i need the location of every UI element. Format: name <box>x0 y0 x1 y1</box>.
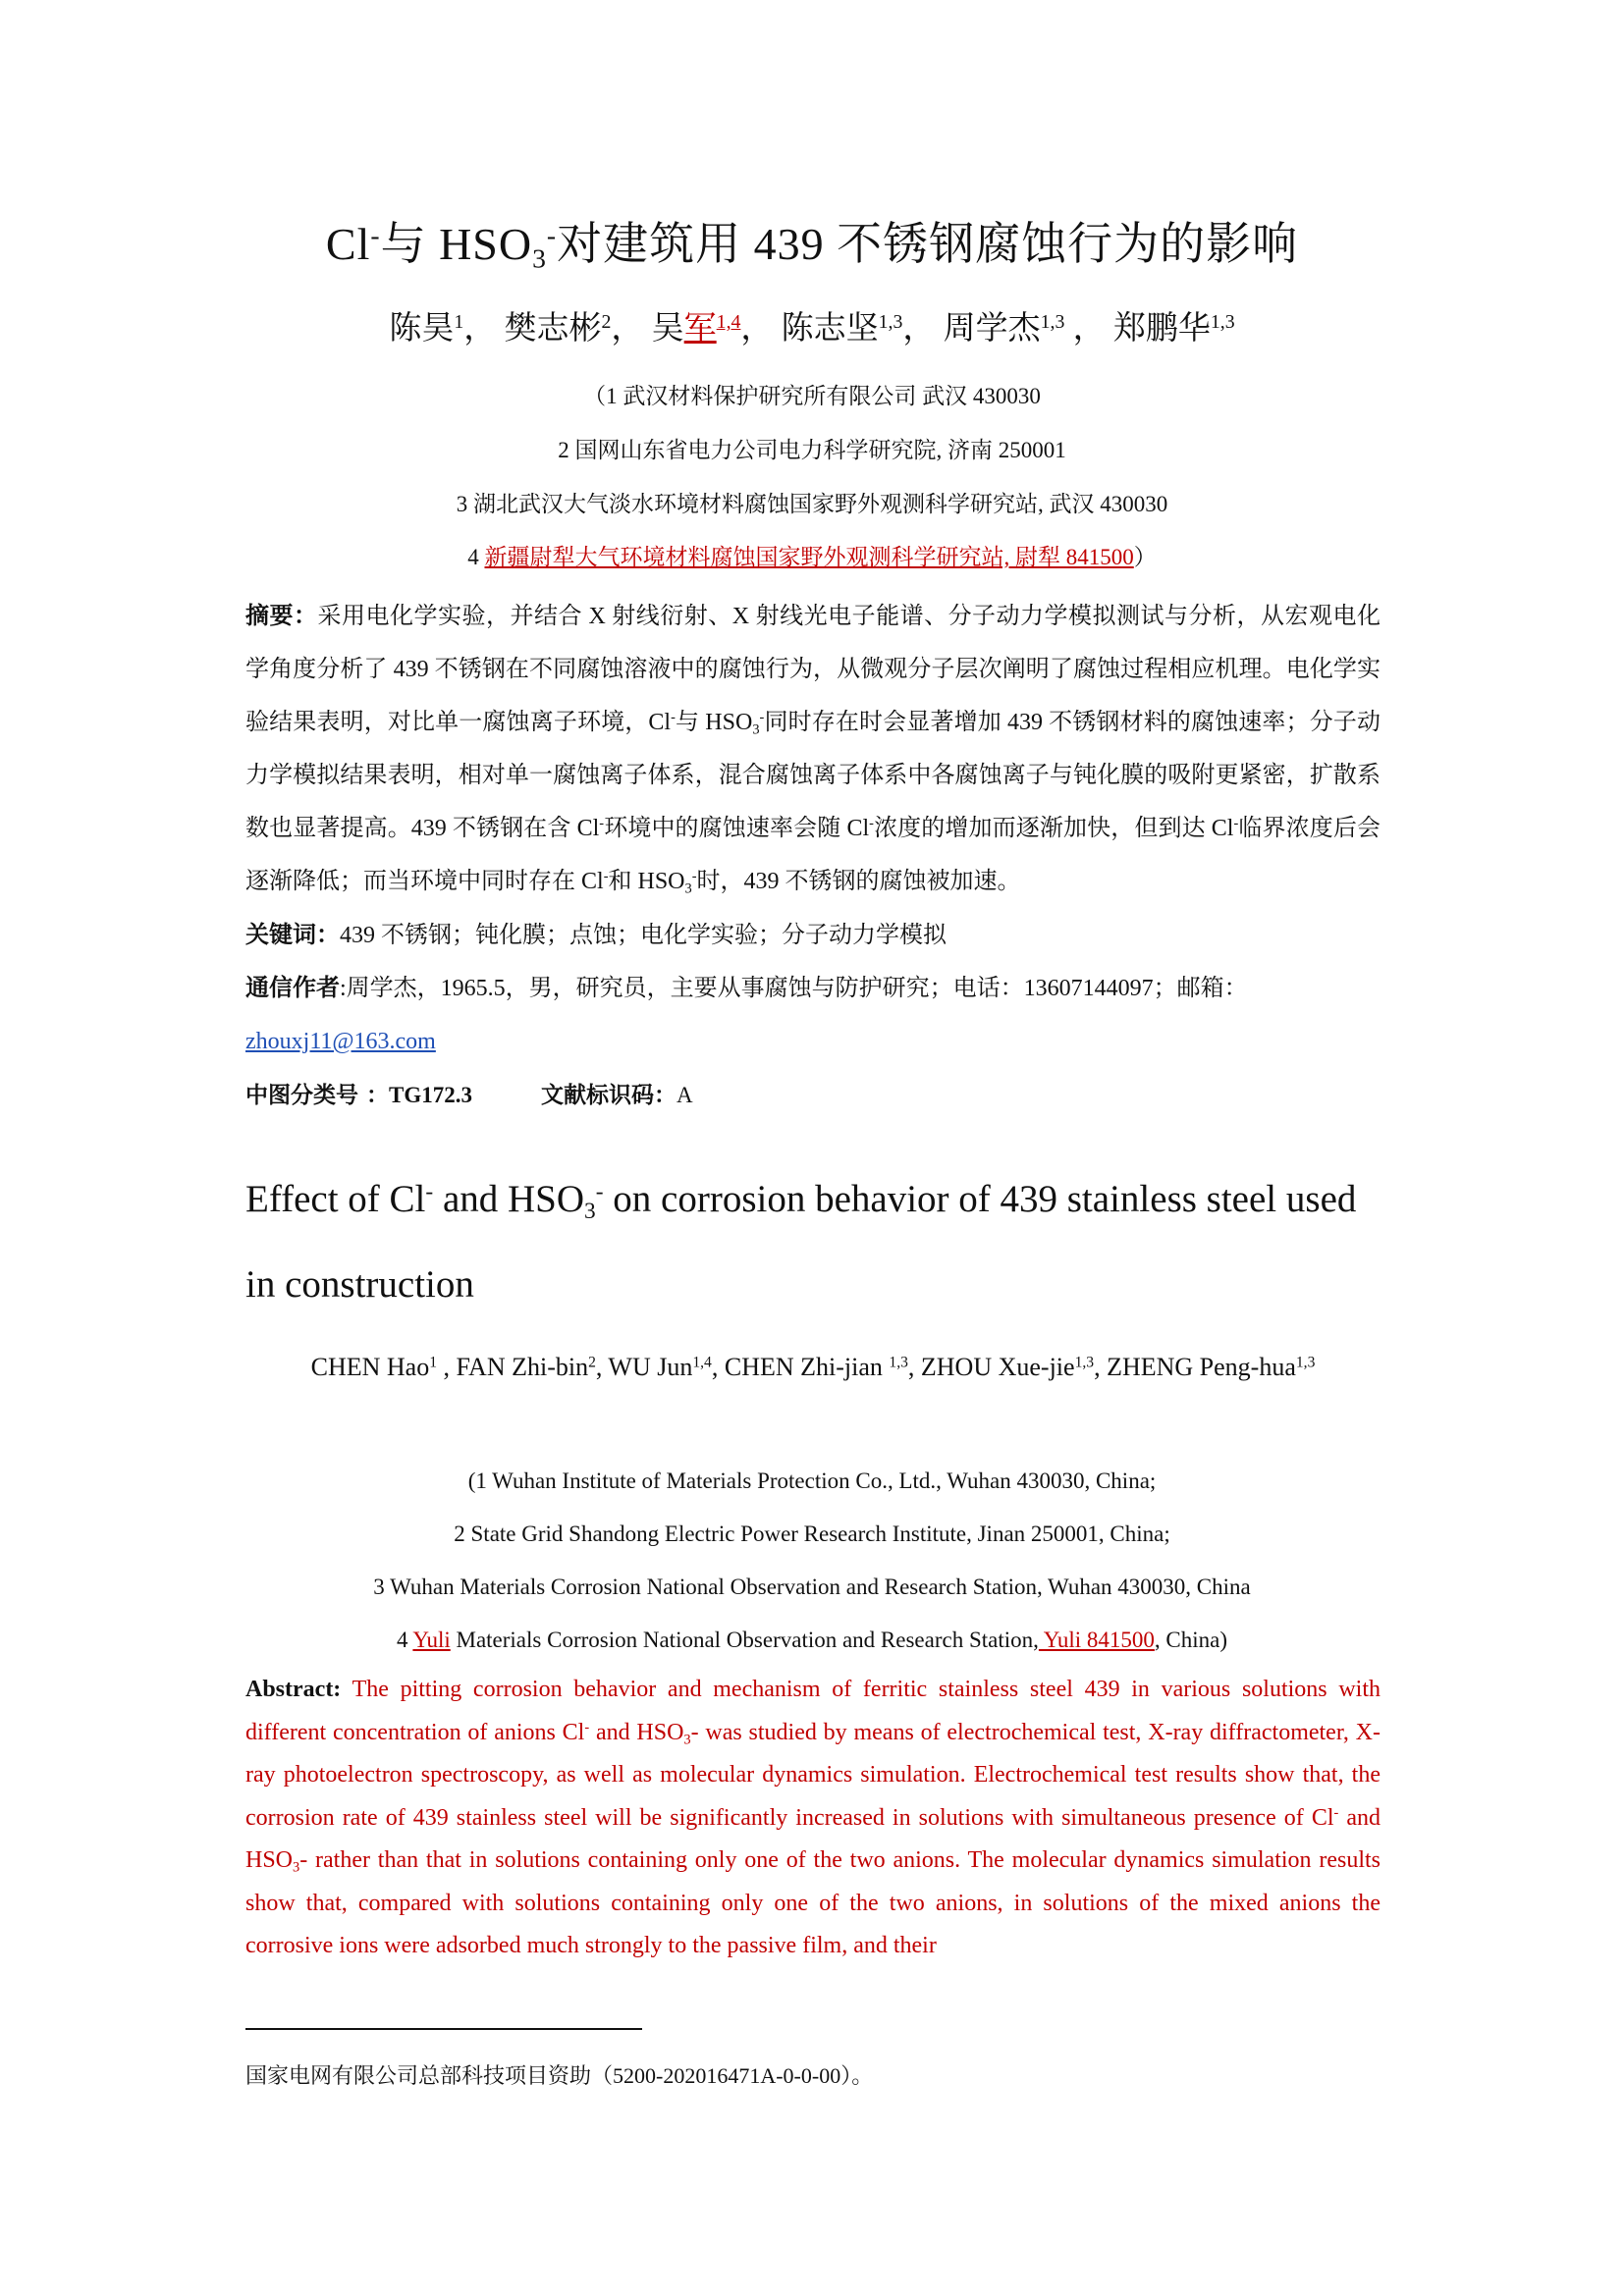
cn-title-sup2: - <box>546 219 558 250</box>
en-abstract: Abstract: The pitting corrosion behavior and mechanism of ferritic stainless steel 439 in various solutions with different concentration of anions Cl- and $HSO_3-$ was studied by means of electrochemical test, X-ray diffractometer, X-ray photoelectron spectroscopy, as well as molecular dynamics simulation. Electrochemical test results show that, the corrosion rate of 439 stainless steel will be significantly increased in solutions with simultaneous presence of Cl- and $HSO_3-$ rather than that in solutions containing only one of the two anions. The molecular dynamics simulation results show that, compared with solutions containing only one of the two anions, in solutions of the mixed anions the corrosive ions were adsorbed much strongly to the passive film, and their <box>245 1677 1380 1958</box>
en-abstract-label: Abstract: <box>245 1677 342 1702</box>
cn-classification <box>245 1077 1380 1109</box>
cn-corr-text: :周学杰，1965.5，男，研究员，主要从事腐蚀与防护研究；电话：13607144097；邮箱： <box>340 976 1248 1001</box>
en-affiliation-1: (1 Wuhan Institute of Materials Protection Co., Ltd., Wuhan 430030, China; <box>467 1468 1157 1493</box>
class-label: 中图分类号 ： <box>245 1083 390 1108</box>
class-value: TG172.3 <box>389 1083 472 1107</box>
cn-title-cl: Cl <box>325 219 371 269</box>
cn-affiliation-2: 2 国网山东省电力公司电力科学研究院, 济南 250001 <box>558 438 1066 462</box>
cn-corresponding-author <box>245 961 1380 1068</box>
cn-title-with: 与 HSO <box>380 219 533 269</box>
footnote-funding: 国家电网有限公司总部科技项目资助（5200-202016471A-0-0-00）。 <box>245 2063 874 2088</box>
cn-author: 陈志坚$^{1,3}$ <box>781 311 903 347</box>
cn-title <box>0 208 1624 273</box>
cn-author: 樊志彬$^2$ <box>504 311 612 347</box>
cn-authors: 陈昊$^1$， 樊志彬$^2$， 吴军$^{1,4}$， 陈志坚$^{1,3}$， 周学杰$^{1,3}$ ， 郑鹏华$^{1,3}$ <box>389 311 1235 347</box>
cn-title-sub: 3 <box>532 242 547 274</box>
en-affiliation-2: 2 State Grid Shandong Electric Power Research Institute, Jinan 250001, China; <box>454 1522 1170 1546</box>
cn-affiliation-3: 3 湖北武汉大气淡水环境材料腐蚀国家野外观测科学研究站, 武汉 430030 <box>456 492 1168 516</box>
doc-value: A <box>677 1083 693 1107</box>
cn-title-sup: - <box>370 219 381 250</box>
en-authors: CHEN Hao$^1$ , FAN Zhi-bin$^2$, WU Jun$^{1,4}$, CHEN Zhi-jian $^{1,3}$, ZHOU Xue-jie$^{1,3}$, ZHENG Peng-hua$^{1,3}$ <box>310 1353 1316 1381</box>
cn-affiliation-4: 4 新疆尉犁大气环境材料腐蚀国家野外观测科学研究站, 尉犁 841500） <box>467 545 1157 569</box>
en-title: Effect of Cl- and $HSO_3^-$ on corrosion behavior of 439 stainless steel used in construction <box>245 1178 1357 1306</box>
footnote-divider <box>245 2028 642 2030</box>
cn-author: 郑鹏华$^{1,3}$ <box>1112 311 1235 347</box>
cn-abstract-label: 摘要： <box>245 602 318 629</box>
cn-title-rest: 对建筑用 439 不锈钢腐蚀行为的影响 <box>557 219 1299 269</box>
cn-keywords <box>245 908 1380 962</box>
cn-author: 周学杰$^{1,3}$ <box>943 311 1065 347</box>
doc-label: 文献标识码： <box>541 1083 677 1108</box>
cn-abstract: 摘要：采用电化学实验，并结合 X 射线衍射、X 射线光电子能谱、分子动力学模拟测试与分析，从宏观电化学角度分析了 439 不锈钢在不同腐蚀溶液中的腐蚀行为，从微观分子层次阐明了腐蚀过程相应机理。电化学实验结果表明，对比单一腐蚀离子环境，Cl-与 $HSO_3^-$同时存在时会显著增加 439 不锈钢材料的腐蚀速率；分子动力学模拟结果表明，相对单一腐蚀离子体系，混合腐蚀离子体系中各腐蚀离子与钝化膜的吸附更紧密，扩散系数也显著提高。439 不锈钢在含 Cl-环境中的腐蚀速率会随 Cl-浓度的增加而逐渐加快，但到达 Cl-临界浓度后会逐渐降低；而当环境中同时存在 Cl-和 $HSO_3^-$时，439 不锈钢的腐蚀被加速。 <box>245 602 1380 897</box>
cn-affiliation-1: （1 武汉材料保护研究所有限公司 武汉 430030 <box>583 384 1041 408</box>
cn-author: 陈昊$^1$ <box>389 311 464 347</box>
cn-keywords-label: 关键词： <box>245 921 340 948</box>
en-affiliation-3: 3 Wuhan Materials Corrosion National Observation and Research Station, Wuhan 430030, China <box>373 1575 1251 1599</box>
cn-corr-label: 通信作者 <box>245 974 340 1001</box>
cn-author: 吴军$^{1,4}$ <box>651 311 741 347</box>
corr-email-link[interactable]: zhouxj11@163.com <box>245 1029 436 1054</box>
en-affiliation-4: 4 Yuli Materials Corrosion National Observation and Research Station, Yuli 841500, China) <box>397 1628 1227 1652</box>
cn-keywords-text: 439 不锈钢；钝化膜；点蚀；电化学实验；分子动力学模拟 <box>340 923 947 948</box>
